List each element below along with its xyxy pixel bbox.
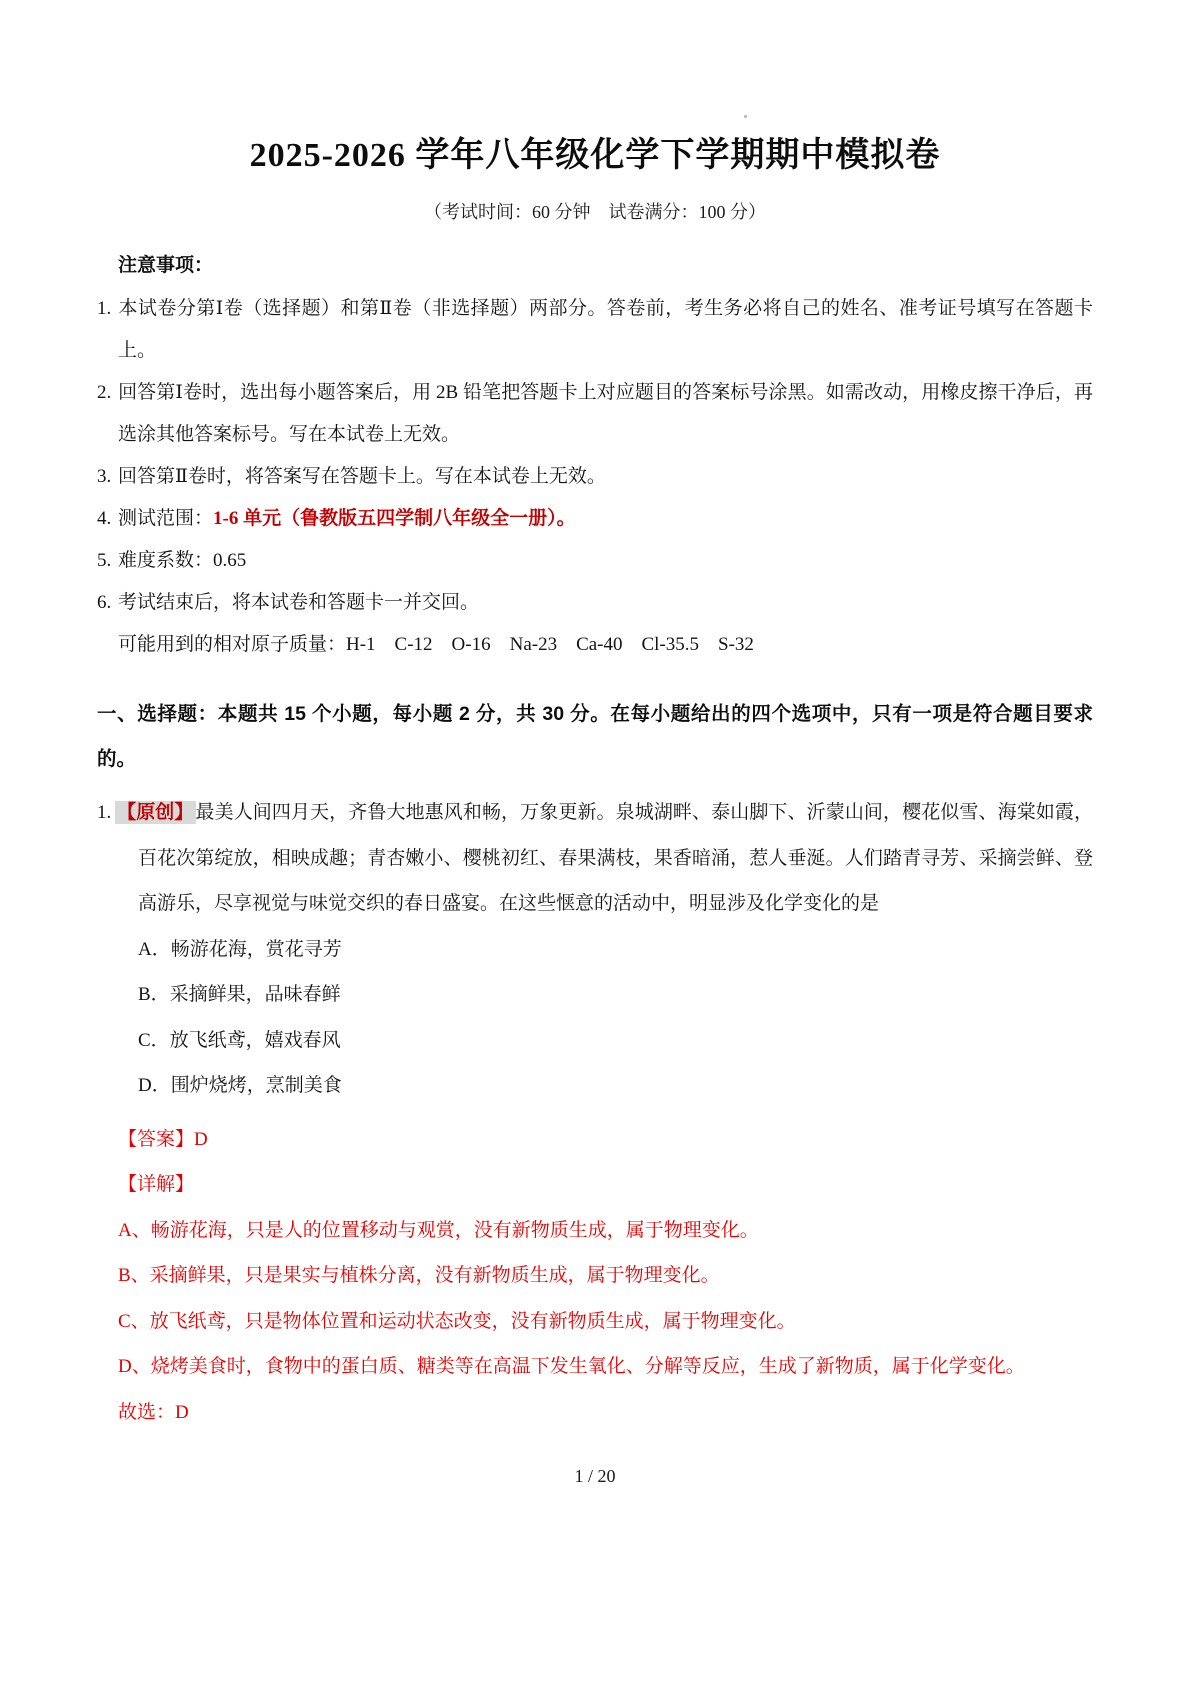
question-stem: 最美人间四月天，齐鲁大地惠风和畅，万象更新。泉城湖畔、泰山脚下、沂蒙山间，樱花似雪、海棠如霞，百花次第绽放，相映成趣；青杏嫩小、樱桃初红、春果满枝，果香暗涌，惹人垂涎。人们踏青寻芳、采摘尝鲜、登高游乐，尽享视觉与味觉交织的春日盛宴。在这些惬意的活动中，明显涉及化学变化的是: [138, 802, 1093, 914]
note-number: 3.: [97, 466, 112, 487]
conclusion-line: 故选：D: [118, 1401, 189, 1423]
note-item-3: [97, 456, 1093, 498]
note-text: 难度系数：0.65: [118, 550, 247, 571]
print-artifact-dot: [744, 115, 747, 118]
note-text: 本试卷分第Ⅰ卷（选择题）和第Ⅱ卷（非选择题）两部分。答卷前，考生务必将自己的姓名、准考证号填写在答题卡上。: [118, 298, 1093, 361]
note-text: 回答第Ⅰ卷时，选出每小题答案后，用 2B 铅笔把答题卡上对应题目的答案标号涂黑。如需改动，用橡皮擦干净后，再选涂其他答案标号。写在本试卷上无效。: [118, 382, 1093, 445]
option-d: D．围炉烧烤，烹制美食: [138, 1075, 342, 1096]
analysis-label: 【详解】: [118, 1174, 195, 1195]
page-number: 1 / 20: [574, 1466, 616, 1486]
note-item-1: [97, 288, 1093, 372]
section-heading-choice: 一、选择题：本题共 15 个小题，每小题 2 分，共 30 分。在每小题给出的四个选项中，只有一项是符合题目要求的。: [97, 703, 1093, 770]
note-item-4: [97, 498, 1093, 540]
note-text: 测试范围：: [118, 508, 214, 529]
option-c: C．放飞纸鸢，嬉戏春风: [138, 1029, 341, 1051]
original-tag: 【原创】: [117, 802, 194, 823]
note-number: 1.: [97, 298, 112, 319]
note-item-6: [97, 582, 1093, 624]
analysis-line-d: D、烧烤美食时，食物中的蛋白质、糖类等在高温下发生氧化、分解等反应，生成了新物质，属于化学变化。: [118, 1356, 1025, 1377]
option-b: B．采摘鲜果，品味春鲜: [138, 984, 341, 1005]
note-number: 5.: [97, 550, 112, 571]
analysis-line-b: B、采摘鲜果，只是果实与植株分离，没有新物质生成，属于物理变化。: [118, 1265, 720, 1286]
note-text: 回答第Ⅱ卷时，将答案写在答题卡上。写在本试卷上无效。: [118, 466, 606, 487]
question-1-stem-paragraph: [97, 790, 1093, 927]
answer-line: [118, 1117, 1093, 1163]
analysis-line-c: C、放飞纸鸢，只是物体位置和运动状态改变，没有新物质生成，属于物理变化。: [118, 1310, 796, 1332]
note-number: 2.: [97, 382, 112, 403]
page-title: 2025-2026 学年八年级化学下学期期中模拟卷: [249, 137, 941, 174]
question-number: 1.: [97, 802, 112, 823]
note-item-2: [97, 372, 1093, 456]
note-number: 4.: [97, 508, 112, 529]
note-number: 6.: [97, 592, 112, 613]
answer-value: D: [194, 1128, 208, 1150]
atomic-mass-line: 可能用到的相对原子质量：H-1 C-12 O-16 Na-23 Ca-40 Cl-35.5 S-32: [118, 634, 754, 655]
note-item-5: [97, 540, 1093, 582]
page-subtitle: （考试时间：60 分钟 试卷满分：100 分）: [424, 202, 766, 222]
analysis-line-a: A、畅游花海，只是人的位置移动与观赏，没有新物质生成，属于物理变化。: [118, 1219, 759, 1241]
option-a: A．畅游花海，赏花寻芳: [138, 938, 342, 960]
note-text: 考试结束后，将本试卷和答题卡一并交回。: [118, 592, 480, 613]
note-highlight-test-range: 1-6 单元（鲁教版五四学制八年级全一册）。: [213, 508, 576, 529]
question-1-block: [97, 790, 1093, 1435]
notes-heading: 注意事项：: [118, 255, 214, 276]
notes-list: [97, 288, 1093, 666]
answer-label: 【答案】: [118, 1128, 195, 1150]
